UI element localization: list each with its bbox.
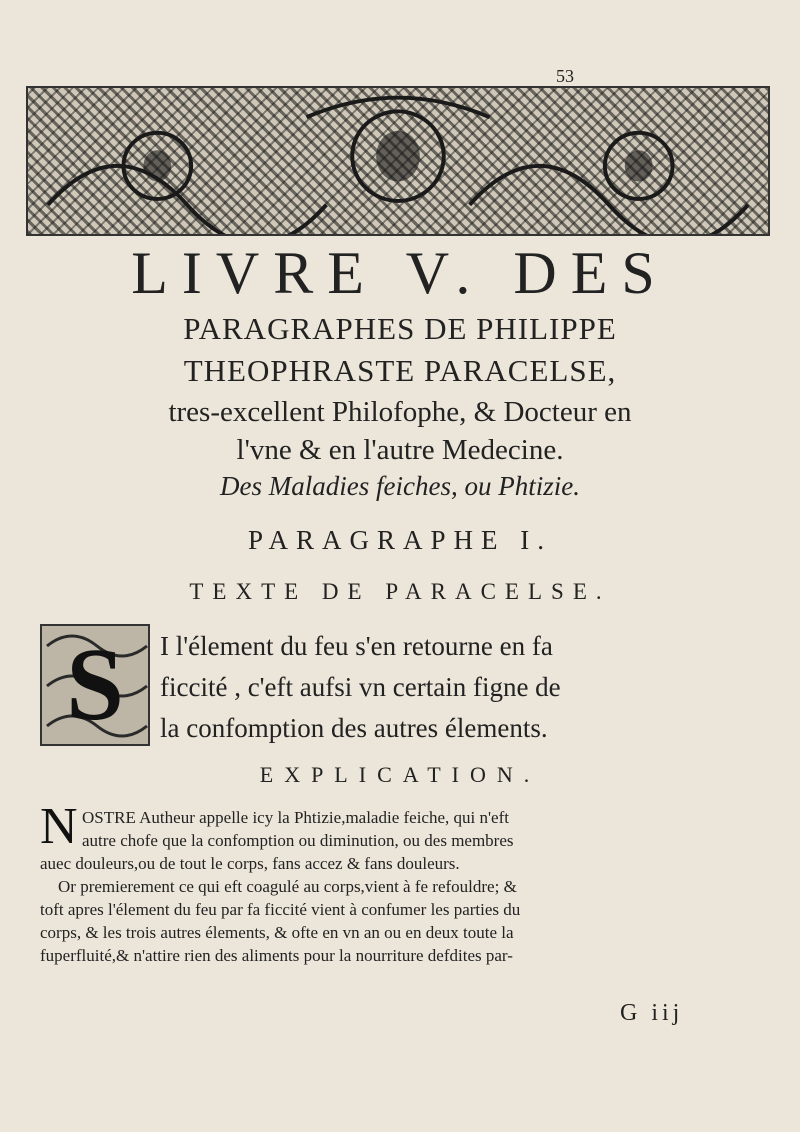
explication-line: corps, & les trois autres élements, & ofte en vn an ou en deux toute la	[40, 923, 514, 942]
subtitle-line-2: THEOPHRASTE PARACELSE,	[183, 353, 617, 388]
decorated-drop-cap	[40, 624, 150, 746]
explication-line: toft apres l'élement du feu par fa ficcité vient à confumer les parties du	[40, 900, 521, 919]
book-title: LIVRE V. DES	[131, 240, 669, 306]
drop-cap-letter: S	[66, 627, 124, 742]
ornamental-headpiece	[26, 86, 770, 236]
explication-line: Or premierement ce qui eft coagulé au corps,vient à fe refouldre; &	[58, 877, 517, 896]
texte-line: I l'élement du feu s'en retourne en fa	[160, 631, 553, 661]
texte-heading: TEXTE DE PARACELSE.	[189, 579, 611, 604]
subtitle-line-3: tres-excellent Philofophe, & Docteur en	[168, 396, 632, 428]
explication-line: auec douleurs,ou de tout le corps, fans accez & fans douleurs.	[40, 854, 460, 873]
texte-line: ficcité , c'eft aufsi vn certain figne de	[160, 672, 561, 702]
section-title: Des Maladies feiches, ou Phtizie.	[220, 471, 580, 501]
page-number: 53	[556, 66, 574, 86]
explication-line: OSTRE Autheur appelle icy la Phtizie,maladie feiche, qui n'eft	[82, 808, 509, 827]
headpiece-ornament-icon	[28, 88, 768, 234]
explication-initial: N	[40, 798, 78, 855]
signature-mark: G iij	[620, 1000, 684, 1026]
paragraph-heading: PARAGRAPHE I.	[247, 525, 553, 555]
explication-line: autre chofe que la confomption ou diminution, ou des membres	[82, 831, 514, 850]
texte-line: la confomption des autres élements.	[160, 713, 548, 743]
subtitle-line-1: PARAGRAPHES DE PHILIPPE	[183, 311, 617, 346]
explication-line: fuperfluité,& n'attire rien des aliments pour la nourriture defdites par-	[40, 946, 513, 965]
explication-heading: EXPLICATION.	[259, 762, 541, 787]
explication-body	[40, 798, 770, 967]
texte-body	[160, 626, 770, 749]
subtitle-line-4: l'vne & en l'autre Medecine.	[236, 434, 564, 466]
